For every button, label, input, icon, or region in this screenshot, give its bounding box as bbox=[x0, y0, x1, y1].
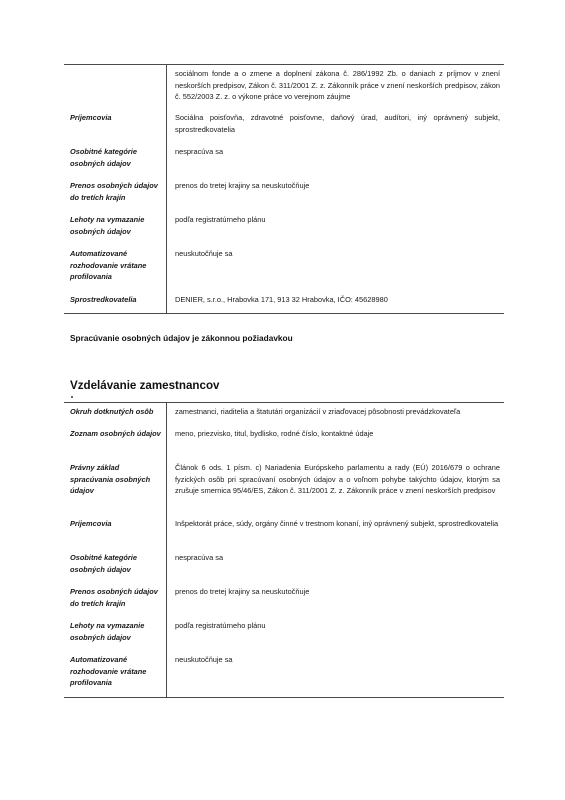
table-row bbox=[64, 109, 504, 143]
row-value: prenos do tretej krajiny sa neuskutočňuje bbox=[175, 587, 310, 596]
row-label: Príjemcovia bbox=[64, 109, 167, 143]
table-row bbox=[64, 65, 504, 110]
row-label: Lehoty na vymazanie osobných údajov bbox=[64, 211, 167, 245]
row-value: neuskutočňuje sa bbox=[175, 249, 233, 258]
row-value: sociálnom fonde a o zmene a doplnení zákona č. 286/1992 Zb. o daniach z príjmov v znení neskorších predpisov, Zákon č. 311/2001 Z. z. Zákonník práce v znení neskorších predpisov, zákon č. 552/2003 Z. z. o výkone práce vo verejnom záujme bbox=[167, 65, 505, 110]
table-row bbox=[64, 143, 504, 177]
section-title: Vzdelávanie zamestnancov bbox=[70, 379, 220, 392]
row-label: Sprostredkovatelia bbox=[64, 291, 167, 314]
row-value: podľa registratúrneho plánu bbox=[175, 215, 266, 224]
row-value: meno, priezvisko, titul, bydlisko, rodné číslo, kontaktné údaje bbox=[175, 429, 374, 438]
table-row bbox=[64, 425, 504, 459]
row-value: nespracúva sa bbox=[175, 553, 224, 562]
processing-table-employee-training bbox=[64, 402, 504, 698]
row-label: Automatizované rozhodovanie vrátane profilovania bbox=[64, 245, 167, 291]
row-label: Automatizované rozhodovanie vrátane profilovania bbox=[64, 651, 167, 698]
table-row bbox=[64, 245, 504, 291]
table-row bbox=[64, 515, 504, 549]
table-row bbox=[64, 459, 504, 515]
bullet-dot bbox=[71, 396, 73, 398]
row-label: Osobitné kategórie osobných údajov bbox=[64, 549, 167, 583]
table-row bbox=[64, 549, 504, 583]
row-label: Právny základ spracúvania osobných údajov bbox=[64, 459, 167, 515]
row-label: Prenos osobných údajov do tretích krajín bbox=[64, 583, 167, 617]
row-label: Prenos osobných údajov do tretích krajín bbox=[64, 177, 167, 211]
table-row bbox=[64, 291, 504, 314]
row-value: Inšpektorát práce, súdy, orgány činné v trestnom konaní, iný oprávnený subjekt, sprostredkovatelia bbox=[175, 519, 499, 528]
row-label bbox=[64, 65, 167, 110]
table-row bbox=[64, 617, 504, 651]
row-label: Lehoty na vymazanie osobných údajov bbox=[64, 617, 167, 651]
processing-table-continued bbox=[64, 64, 504, 314]
row-value: prenos do tretej krajiny sa neuskutočňuje bbox=[175, 181, 310, 190]
row-label: Zoznam osobných údajov bbox=[64, 425, 167, 459]
table-row bbox=[64, 177, 504, 211]
row-value: DENIER, s.r.o., Hrabovka 171, 913 32 Hrabovka, IČO: 45628980 bbox=[167, 291, 505, 314]
table-row bbox=[64, 583, 504, 617]
table-row bbox=[64, 403, 504, 426]
statutory-requirement-note: Spracúvanie osobných údajov je zákonnou požiadavkou bbox=[70, 333, 293, 343]
row-value: podľa registratúrneho plánu bbox=[175, 621, 266, 630]
row-value: Článok 6 ods. 1 písm. c) Nariadenia Európskeho parlamentu a rady (EÚ) 2016/679 o ochrane fyzických osôb pri spracúvaní osobných údajov a o voľnom pohybe takýchto údajov, ktorým sa zrušuje smernica 95/46/ES, Zákon č. 311/2001 Z. z. Zákonník práce v znení neskorších predpisov bbox=[175, 463, 500, 496]
row-value: zamestnanci, riaditelia a štatutári organizácií v zriaďovacej pôsobnosti prevádzkovateľa bbox=[167, 403, 505, 426]
table-row bbox=[64, 211, 504, 245]
row-label: Osobitné kategórie osobných údajov bbox=[64, 143, 167, 177]
row-label: Okruh dotknutých osôb bbox=[64, 403, 167, 426]
row-value: Sociálna poisťovňa, zdravotné poisťovne, daňový úrad, audítori, iný oprávnený subjekt, sprostredkovatelia bbox=[175, 113, 500, 134]
table-row bbox=[64, 651, 504, 698]
row-value: nespracúva sa bbox=[175, 147, 224, 156]
row-label: Príjemcovia bbox=[64, 515, 167, 549]
row-value: neuskutočňuje sa bbox=[167, 651, 505, 698]
